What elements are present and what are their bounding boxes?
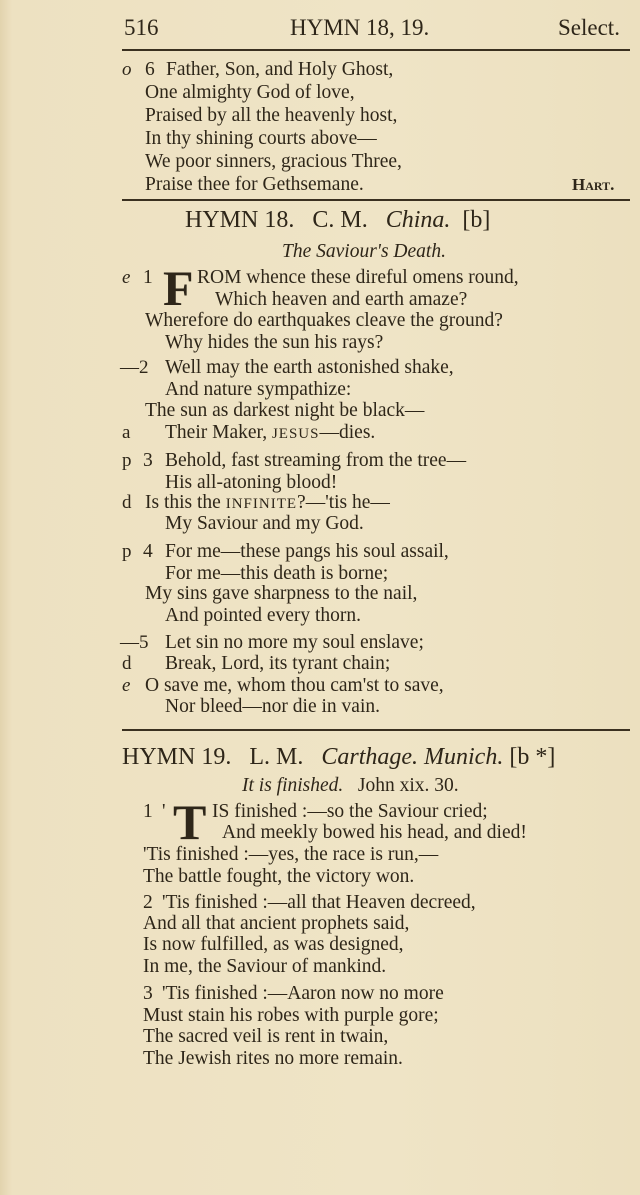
hymn-line: We poor sinners, gracious Three, bbox=[145, 151, 402, 172]
hymn-line: In me, the Saviour of mankind. bbox=[143, 956, 387, 977]
dynamic-marker: e bbox=[122, 675, 131, 696]
apostrophe: ' bbox=[162, 801, 166, 822]
header-rule bbox=[122, 49, 630, 51]
hymn-line: Is now fulfilled, as was designed, bbox=[143, 934, 404, 955]
hymn-line: Well may the earth astonished shake, bbox=[165, 357, 454, 378]
hymn-line: And pointed every thorn. bbox=[165, 605, 362, 626]
hymn-meter: C. M. bbox=[312, 207, 368, 233]
scripture-reference: John xix. 30. bbox=[357, 775, 459, 796]
verse-number: 3 bbox=[143, 983, 153, 1004]
small-caps-name: INFINITE bbox=[225, 496, 298, 512]
hymn-line: Break, Lord, its tyrant chain; bbox=[165, 653, 391, 674]
hymn-line: Must stain his robes with purple gore; bbox=[143, 1005, 439, 1026]
dynamic-marker: p bbox=[122, 541, 132, 562]
hymn-number: HYMN 19. bbox=[122, 744, 232, 770]
hymn-heading bbox=[185, 206, 490, 234]
hymn-line: The sacred veil is rent in twain, bbox=[143, 1026, 389, 1047]
verse-number: 6 bbox=[145, 59, 155, 80]
running-title: HYMN 18, 19. bbox=[290, 15, 430, 40]
hymn-line: O save me, whom thou cam'st to save, bbox=[145, 675, 444, 696]
hymn-line: Behold, fast streaming from the tree— bbox=[165, 450, 467, 471]
hymn-line: And meekly bowed his head, and died! bbox=[222, 822, 527, 843]
verse-number: 4 bbox=[143, 541, 153, 562]
hymn-line: The Jewish rites no more remain. bbox=[143, 1048, 403, 1069]
hymn-line: One almighty God of love, bbox=[145, 82, 355, 103]
hymn-mark: [b *] bbox=[509, 744, 556, 770]
hymn-line: 'Tis finished :—Aaron now no more bbox=[162, 983, 444, 1004]
hymn-line: Praised by all the heavenly host, bbox=[145, 105, 398, 126]
drop-cap: T bbox=[173, 794, 207, 850]
hymn-divider bbox=[122, 199, 630, 201]
verse-number: 2 bbox=[143, 892, 153, 913]
hymn-meter: L. M. bbox=[249, 744, 304, 770]
hymn-line: In thy shining courts above— bbox=[145, 128, 377, 149]
hymn-line: Let sin no more my soul enslave; bbox=[165, 632, 424, 653]
dynamic-marker: e bbox=[122, 267, 131, 288]
dynamic-marker: —2 bbox=[120, 357, 149, 378]
verse-number: 1 bbox=[143, 801, 153, 822]
section-label: Select. bbox=[558, 15, 620, 40]
dynamic-marker: p bbox=[122, 450, 132, 471]
hymn-line: Why hides the sun his rays? bbox=[165, 332, 384, 353]
dynamic-marker: d bbox=[122, 653, 132, 674]
small-caps-name: JESUS bbox=[271, 426, 320, 442]
hymn-tune: Carthage. Munich. bbox=[321, 744, 504, 770]
author: Hart. bbox=[572, 175, 615, 194]
hymn-heading bbox=[122, 743, 555, 771]
hymn-mark: [b] bbox=[462, 207, 491, 233]
hymn-line: Wherefore do earthquakes cleave the ground? bbox=[145, 310, 503, 331]
hymn-line: 'Tis finished :—yes, the race is run,— bbox=[143, 844, 439, 865]
hymn-line: For me—this death is borne; bbox=[165, 563, 389, 584]
page-number: 516 bbox=[124, 15, 159, 40]
hymn-line: My Saviour and my God. bbox=[165, 513, 364, 534]
hymn-line: The sun as darkest night be black— bbox=[145, 400, 425, 421]
hymn-line: Which heaven and earth amaze? bbox=[215, 289, 468, 310]
hymn-line: Praise thee for Gethsemane. bbox=[145, 174, 364, 195]
hymn-line: ROM whence these direful omens round, bbox=[197, 267, 519, 288]
hymn-line: 'Tis finished :—all that Heaven decreed, bbox=[162, 892, 476, 913]
verse-number: 1 bbox=[143, 267, 153, 288]
hymn-tune: China. bbox=[385, 207, 451, 233]
hymn-subtitle: The Saviour's Death. bbox=[282, 241, 446, 262]
hymn-line: IS finished :—so the Saviour cried; bbox=[212, 801, 488, 822]
dynamic-marker: —5 bbox=[120, 632, 149, 653]
hymn-line: And nature sympathize: bbox=[165, 379, 352, 400]
hymn-divider bbox=[122, 729, 630, 731]
hymn-line: Father, Son, and Holy Ghost, bbox=[166, 59, 394, 80]
hymn-line: My sins gave sharpness to the nail, bbox=[145, 583, 418, 604]
verse-number: 3 bbox=[143, 450, 153, 471]
hymn-line: Their Maker, JESUS—dies. bbox=[165, 422, 376, 443]
hymn-line: For me—these pangs his soul assail, bbox=[165, 541, 449, 562]
dynamic-marker: o bbox=[122, 59, 132, 80]
hymn-line: His all-atoning blood! bbox=[165, 472, 338, 493]
hymn-line: Is this the INFINITE?—'tis he— bbox=[145, 492, 390, 513]
hymn-line: The battle fought, the victory won. bbox=[143, 866, 415, 887]
dynamic-marker: a bbox=[122, 422, 131, 443]
hymn-line: And all that ancient prophets said, bbox=[143, 913, 410, 934]
drop-cap: F bbox=[163, 260, 194, 316]
dynamic-marker: d bbox=[122, 492, 132, 513]
hymn-subtitle: It is finished. bbox=[242, 775, 344, 796]
hymn-line: Nor bleed—nor die in vain. bbox=[165, 696, 380, 717]
hymn-number: HYMN 18. bbox=[185, 207, 295, 233]
